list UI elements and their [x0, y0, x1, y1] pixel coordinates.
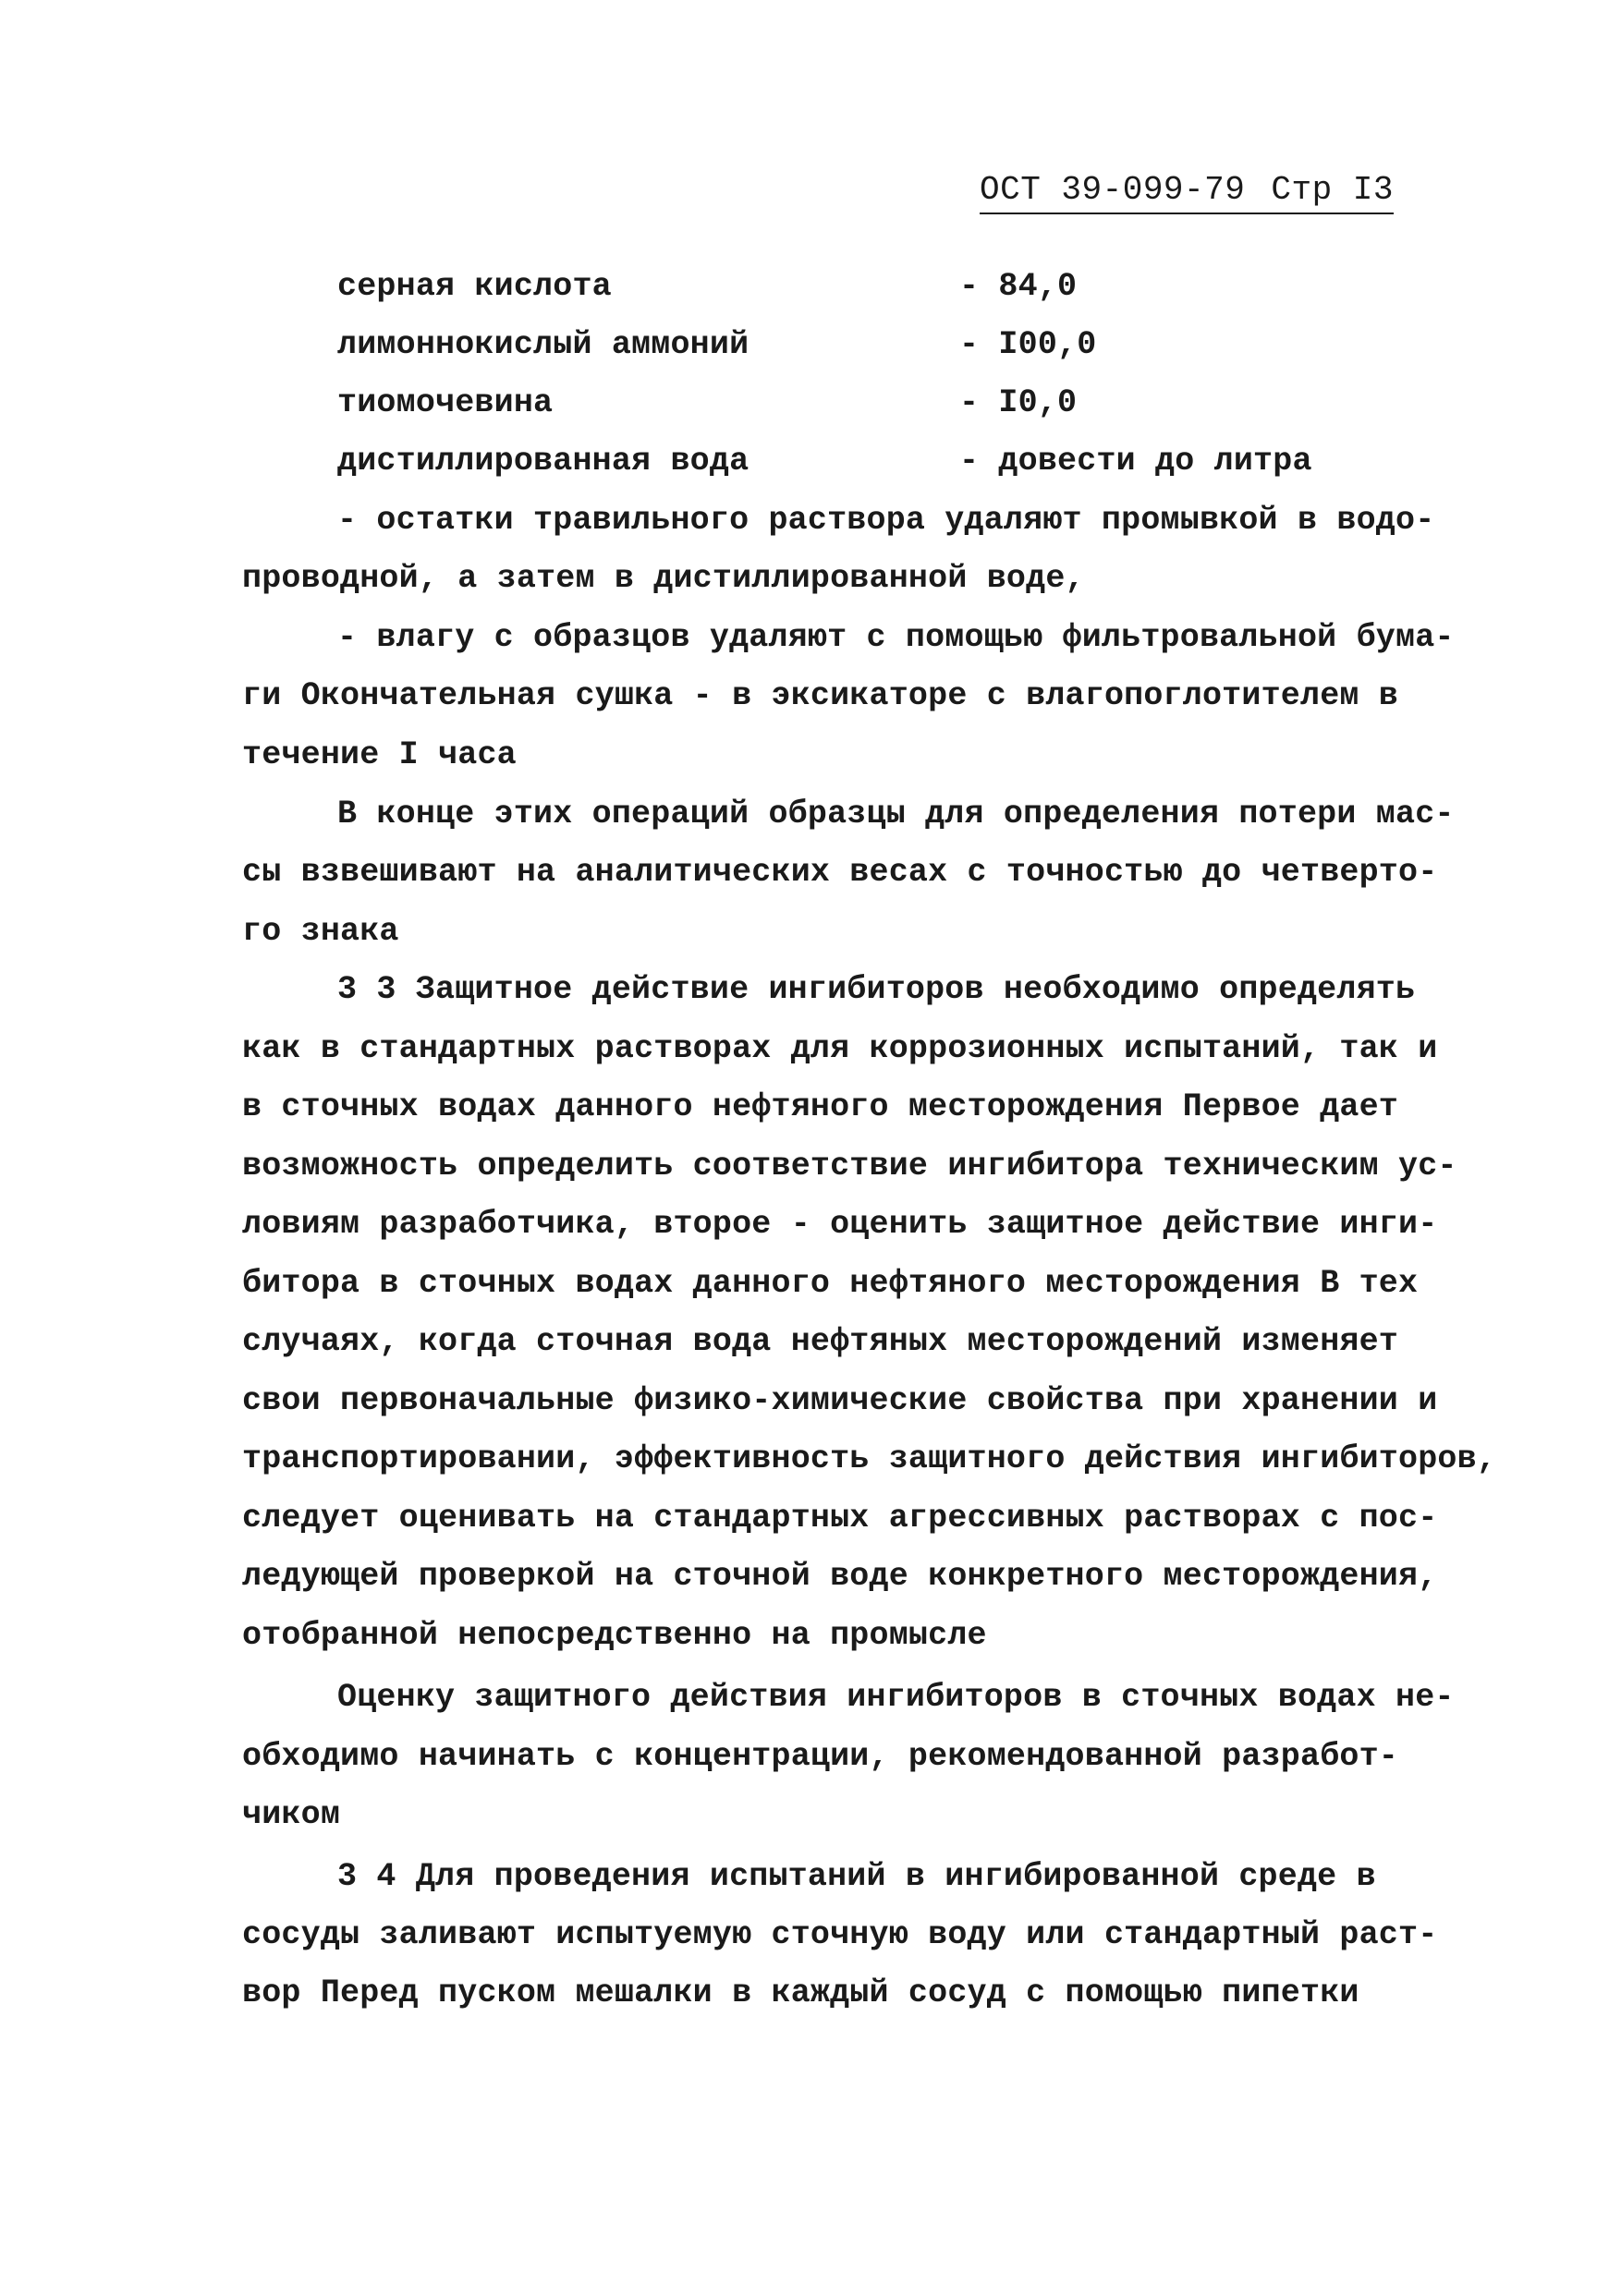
recipe-item-name: дистиллированная вода [337, 443, 750, 480]
text-line: в сточных водах данного нефтяного месторождения Первое дает [242, 1088, 1399, 1125]
page-header [980, 171, 1394, 214]
text-line: проводной, а затем в дистиллированной воде, [242, 560, 1085, 597]
text-line: случаях, когда сточная вода нефтяных месторождений изменяет [242, 1323, 1399, 1360]
text-line: В конце этих операций образцы для определения потери мас- [337, 796, 1455, 832]
recipe-item-name: серная кислота [337, 268, 612, 305]
text-line: следует оценивать на стандартных агрессивных растворах с пос- [242, 1500, 1438, 1537]
text-line: - влагу с образцов удаляют с помощью фильтровальной бума- [337, 619, 1455, 656]
text-line: 3 4 Для проведения испытаний в ингибированной среде в [337, 1858, 1376, 1895]
recipe-item-value: - 84,0 [959, 268, 1078, 305]
text-line: битора в сточных водах данного нефтяного месторождения В тех [242, 1265, 1419, 1302]
recipe-item-name: лимоннокислый аммоний [337, 326, 750, 363]
text-line: ги Окончательная сушка - в эксикаторе с влагопоглотителем в [242, 677, 1399, 714]
text-line: 3 3 Защитное действие ингибиторов необходимо определять [337, 971, 1416, 1008]
text-line: - остатки травильного раствора удаляют промывкой в водо- [337, 502, 1435, 539]
text-line: Оценку защитного действия ингибиторов в сточных водах не- [337, 1679, 1455, 1716]
recipe-item-name: тиомочевина [337, 384, 554, 421]
text-line: возможность определить соответствие ингибитора техническим ус- [242, 1148, 1457, 1184]
text-line: сы взвешивают на аналитических весах с точностью до четверто- [242, 854, 1438, 891]
text-line: вор Перед пуском мешалки в каждый сосуд с помощью пипетки [242, 1974, 1359, 2011]
recipe-item-value: - I00,0 [959, 326, 1097, 363]
text-line: го знака [242, 913, 399, 950]
text-line: как в стандартных растворах для коррозионных испытаний, так и [242, 1030, 1438, 1067]
text-line: транспортировании, эффективность защитного действия ингибиторов, [242, 1440, 1497, 1477]
page-number: Стр I3 [1271, 171, 1394, 209]
text-line: течение I часа [242, 736, 517, 773]
text-line: отобранной непосредственно на промысле [242, 1617, 987, 1654]
text-line: сосуды заливают испытуемую сточную воду или стандартный раст- [242, 1916, 1438, 1953]
text-line: обходимо начинать с концентрации, рекомендованной разработ- [242, 1738, 1399, 1775]
text-line: свои первоначальные физико-химические свойства при хранении и [242, 1382, 1438, 1419]
text-line: ловиям разработчика, второе - оценить защитное действие инги- [242, 1206, 1438, 1243]
document-code: ОСТ 39-099-79 [980, 171, 1246, 209]
text-line: чиком [242, 1796, 341, 1833]
text-line: ледующей проверкой на сточной воде конкретного месторождения, [242, 1558, 1438, 1595]
recipe-item-value: - довести до литра [959, 443, 1312, 480]
recipe-item-value: - I0,0 [959, 384, 1078, 421]
